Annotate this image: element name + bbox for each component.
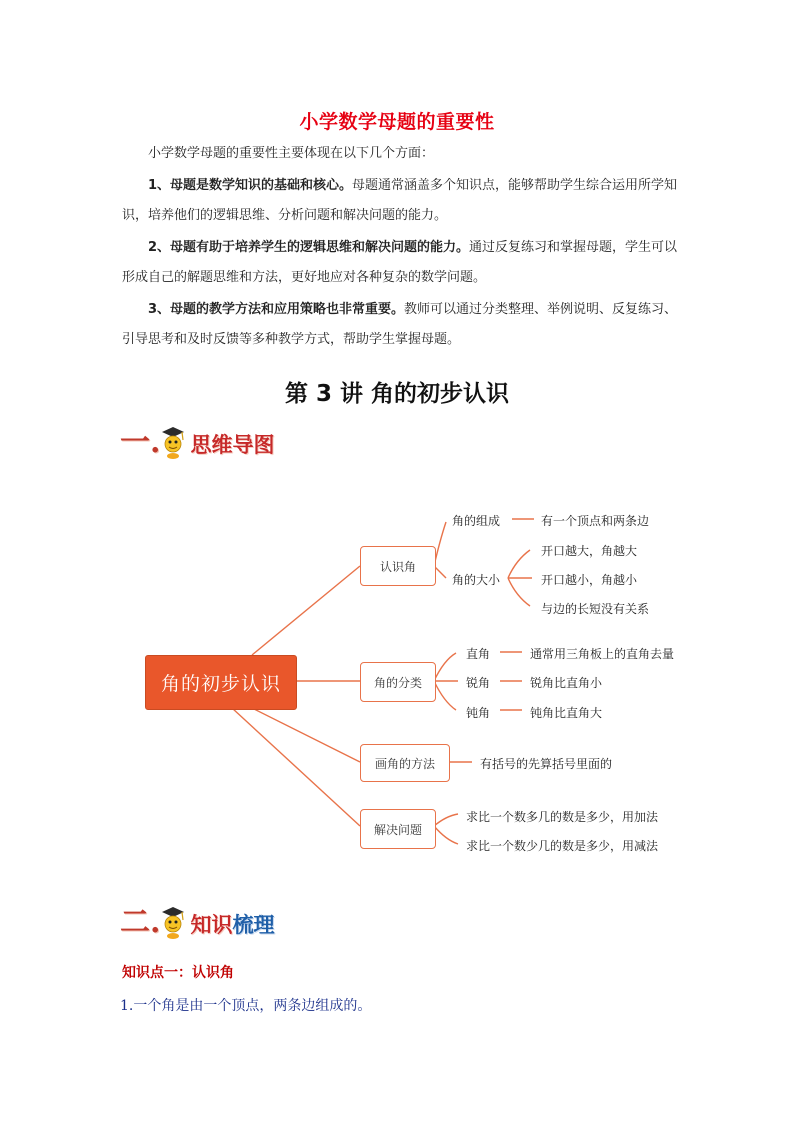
- node-size-detail-2: 开口越小，角越小: [541, 573, 638, 587]
- node-drawing-detail: 有括号的先算括号里面的: [480, 757, 613, 771]
- knowledge-point-line: 1.一个角是由一个顶点，两条边组成的。: [120, 998, 372, 1014]
- point-2-bold: 2、母题有助于培养学生的逻辑思维和解决问题的能力。: [148, 240, 470, 255]
- node-angle-composition: 角的组成: [452, 514, 501, 528]
- node-size-detail-1: 开口越大，角越大: [541, 544, 638, 558]
- section-2-title-b: 梳理: [232, 912, 275, 937]
- node-obtuse-angle: 钝角: [466, 706, 491, 720]
- section-2-heading: [120, 900, 274, 940]
- knowledge-point-title: 知识点一：认识角: [122, 965, 234, 981]
- node-solve-detail-1: 求比一个数多几的数是多少，用加法: [466, 810, 659, 824]
- node-right-angle-detail: 通常用三角板上的直角去量: [530, 647, 675, 661]
- node-angle-size: 角的大小: [452, 573, 501, 587]
- mindmap-root: 角的初步认识: [145, 655, 297, 710]
- branch-drawing-method: 画角的方法: [360, 744, 450, 782]
- section-1-number: 一.: [120, 425, 161, 460]
- section-2-number: 二.: [120, 905, 161, 940]
- node-composition-detail: 有一个顶点和两条边: [541, 514, 650, 528]
- point-2-text: 通过反复练习和掌握母题，学生可以形成自己的解题思维和方法，更好地应对各种复杂的数学问题。: [122, 240, 678, 285]
- section-2-title-a: 知识: [190, 912, 233, 937]
- document-title: 小学数学母题的重要性: [299, 111, 495, 133]
- graduation-cap-mascot-icon: [160, 904, 186, 940]
- branch-problem-solving: 解决问题: [360, 809, 436, 849]
- intro-text: 小学数学母题的重要性主要体现在以下几个方面：: [148, 146, 435, 161]
- point-1-bold: 1、母题是数学知识的基础和核心。: [148, 178, 353, 193]
- node-size-detail-3: 与边的长短没有关系: [541, 602, 650, 616]
- node-acute-angle: 锐角: [466, 676, 491, 690]
- section-2-title: [190, 910, 274, 940]
- branch-angle-classification: 角的分类: [360, 662, 436, 702]
- point-1-text: 母题通常涵盖多个知识点，能够帮助学生综合运用所学知识，培养他们的逻辑思维、分析问题和解决问题的能力。: [122, 178, 678, 223]
- section-1-title: 思维导图: [190, 432, 275, 457]
- lecture-title: 第 3 讲 角的初步认识: [284, 381, 510, 407]
- point-3-bold: 3、母题的教学方法和应用策略也非常重要。: [148, 302, 405, 317]
- branch-recognize-angle: 认识角: [360, 546, 436, 586]
- point-3-text: 教师可以通过分类整理、举例说明、反复练习、引导思考和及时反馈等多种教学方式，帮助学生掌握母题。: [122, 302, 678, 347]
- node-obtuse-angle-detail: 钝角比直角大: [530, 706, 603, 720]
- node-right-angle: 直角: [466, 647, 491, 661]
- node-acute-angle-detail: 锐角比直角小: [530, 676, 603, 690]
- node-solve-detail-2: 求比一个数少几的数是多少，用减法: [466, 839, 659, 853]
